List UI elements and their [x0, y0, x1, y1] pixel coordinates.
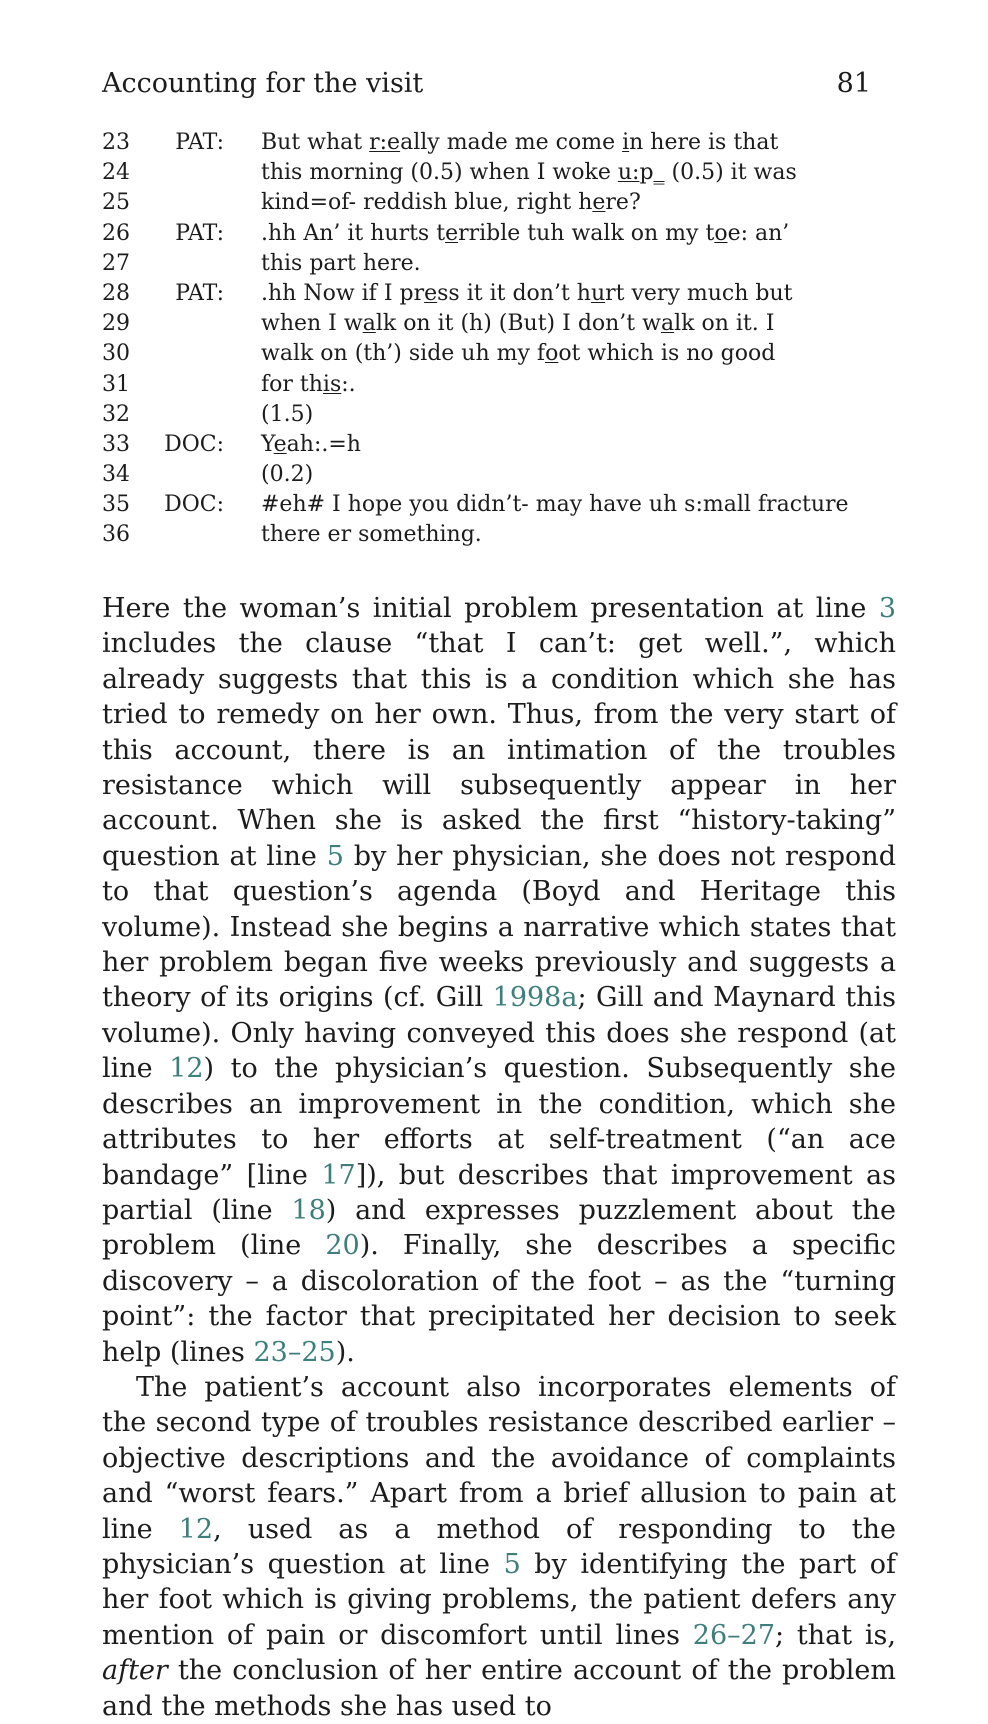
text-run: ).: [335, 1336, 355, 1368]
utterance-segment: But what: [261, 130, 370, 155]
utterance-segment: when I w: [261, 311, 363, 337]
utterance-segment: n here is that: [629, 130, 779, 155]
utterance-segment: (0.5) it was: [664, 160, 797, 186]
speaker-label: PAT:: [175, 220, 224, 246]
text-run: ) to the physician’s question. Subsequently she describes an improvement in the condition, which she attributes to her efforts at self-treatment (“an ace bandage” [line: [102, 1053, 896, 1191]
stressed-segment: a: [660, 311, 675, 337]
utterance-segment: .hh An’ it hurts t: [261, 220, 446, 246]
stressed-segment: o: [545, 341, 559, 367]
utterance-text: [261, 279, 792, 309]
line-reference: 12: [169, 1053, 204, 1085]
text-run: ]), but describes that improvement as partial (line: [102, 1159, 896, 1226]
utterance-segment: ally made me come: [400, 130, 623, 155]
stressed-segment: e: [445, 220, 459, 246]
stressed-segment: e: [424, 280, 438, 306]
utterance-text: [261, 460, 313, 490]
line-number: 23: [102, 130, 130, 155]
running-title: Accounting for the visit: [102, 68, 424, 99]
line-number: 30: [102, 341, 130, 367]
running-header: [102, 64, 871, 104]
stressed-segment: o: [714, 220, 728, 246]
text-run: includes the clause “that I can’t: get well.”, which already suggests that this is a condition which she has tried to remedy on her own. Thus, from the very start of this account, there is an intimation of the troubles resistance which will subsequently appear in her account. When she is asked the first “history-taking” question at line: [102, 628, 896, 872]
utterance-segment: ss it it don’t h: [437, 280, 591, 306]
utterance-segment: (1.5): [261, 401, 314, 427]
line-number: 27: [102, 250, 130, 276]
line-reference: 17: [321, 1159, 356, 1191]
utterance-segment: :.: [341, 371, 356, 397]
utterance-segment: p: [639, 160, 654, 186]
utterance-segment: Y: [261, 431, 274, 457]
page-number: 81: [836, 68, 871, 99]
utterance-text: [261, 430, 361, 460]
line-reference: 20: [325, 1230, 360, 1262]
utterance-segment: this part here.: [261, 250, 421, 276]
speaker-label: DOC:: [164, 431, 224, 457]
line-reference: 3: [878, 593, 896, 624]
utterance-segment: lk on it. I: [674, 311, 775, 337]
text-run: ) and expresses puzzlement about the problem (line: [102, 1194, 896, 1262]
utterance-segment: lk on it (h) (But) I don’t w: [375, 311, 661, 337]
stressed-segment: i: [622, 130, 630, 155]
utterance-text: [261, 400, 313, 430]
utterance-segment: #eh# I hope you didn’t- may have uh s:mall fracture: [261, 492, 849, 518]
text-run: Here the woman’s initial problem presentation at line: [102, 593, 879, 624]
text-run: ; Gill and Maynard this volume). Only having conveyed this does she respond (at line: [102, 982, 896, 1085]
utterance-text: [261, 158, 797, 188]
utterance-segment: rrible tuh walk on my t: [458, 220, 715, 246]
line-number: 36: [102, 522, 130, 548]
text-run: by her physician, she does not respond to that question’s agenda (Boyd and Heritage this volume). Instead she begins a narrative which states that her problem began five weeks previously and suggests a theory of its origins (cf. Gill: [102, 840, 896, 1014]
utterance-text: [261, 370, 356, 400]
line-reference: 18: [291, 1194, 326, 1226]
utterance-segment: for th: [261, 371, 323, 397]
speaker-label: PAT:: [175, 280, 224, 306]
speaker-label: DOC:: [164, 492, 224, 518]
stressed-segment: _: [653, 160, 665, 186]
text-run: The patient’s account also incorporates elements of the second type of troubles resistance described earlier – objective descriptions and the avoidance of complaints and “worst fears.” Apart from a brief allusion to pain at line: [102, 1371, 896, 1545]
utterance-text: [261, 339, 775, 369]
utterance-segment: this morning (0.5) when I woke: [261, 160, 618, 186]
utterance-segment: there er something.: [261, 522, 482, 548]
line-number: 28: [102, 280, 130, 306]
stressed-segment: u: [590, 280, 606, 306]
utterance-segment: kind=of- reddish blue, right h: [261, 190, 593, 216]
line-reference: 12: [178, 1513, 214, 1545]
utterance-segment: walk on (th’) side uh my f: [261, 341, 546, 367]
utterance-text: [261, 219, 789, 249]
utterance-segment: re?: [605, 190, 641, 216]
line-number: 34: [102, 462, 130, 488]
utterance-segment: .hh Now if I pr: [261, 280, 425, 306]
body-text: [102, 591, 896, 1724]
utterance-segment: ah:.=h: [286, 431, 361, 457]
paragraph: [102, 591, 896, 1370]
line-number: 33: [102, 431, 130, 457]
text-run: ). Finally, she describes a specific discovery – a discoloration of the foot – as the “turning point”: the factor that precipitated her decision to seek help (lines: [102, 1230, 896, 1368]
utterance-segment: (0.2): [261, 462, 314, 488]
stressed-segment: e: [592, 190, 606, 216]
utterance-text: [261, 520, 482, 550]
stressed-segment: r:e: [369, 130, 401, 155]
line-number: 24: [102, 160, 130, 186]
utterance-text: [261, 128, 778, 158]
utterance-text: [261, 309, 774, 339]
text-run: by identifying the part of her foot which is giving problems, the patient defers any mention of pain or discomfort until lines: [102, 1548, 897, 1651]
text-run: , used as a method of responding to the physician’s question at line: [102, 1513, 896, 1580]
text-run: the conclusion of her entire account of the problem and the methods she has used to: [102, 1655, 896, 1722]
line-reference: 23–25: [253, 1336, 336, 1368]
text-run: ; that is,: [775, 1619, 896, 1651]
utterance-segment: rt very much but: [605, 280, 793, 306]
line-reference: 5: [503, 1548, 521, 1580]
utterance-segment: e: an’: [727, 220, 790, 246]
speaker-label: PAT:: [175, 130, 224, 155]
line-reference: 1998a: [492, 982, 578, 1014]
line-number: 26: [102, 220, 130, 246]
utterance-text: [261, 490, 849, 520]
line-number: 32: [102, 401, 130, 427]
line-reference: 5: [326, 840, 344, 872]
utterance-segment: ot which is no good: [558, 341, 776, 367]
stressed-segment: e: [273, 431, 287, 457]
line-reference: 26–27: [692, 1619, 775, 1651]
line-number: 29: [102, 311, 130, 337]
stressed-segment: is: [322, 371, 342, 397]
stressed-segment: u:: [617, 160, 640, 186]
line-number: 35: [102, 492, 130, 518]
stressed-segment: a: [362, 311, 376, 337]
paragraph: [102, 1370, 896, 1724]
line-number: 25: [102, 190, 130, 216]
emphasis: after: [102, 1655, 168, 1687]
line-number: 31: [102, 371, 130, 397]
utterance-text: [261, 188, 641, 218]
utterance-text: [261, 249, 421, 279]
